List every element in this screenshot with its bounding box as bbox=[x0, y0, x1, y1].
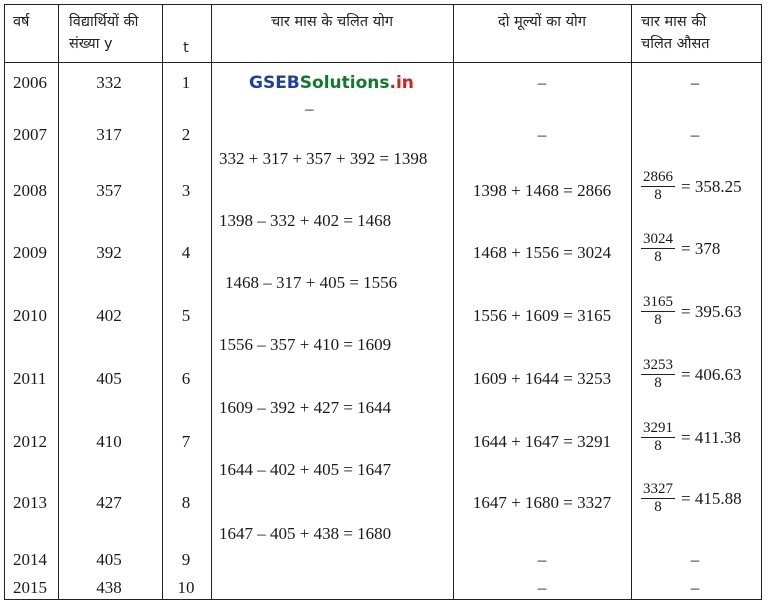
sum-two-cell: – bbox=[537, 550, 547, 569]
moving-total-cell: 1398 – 332 + 402 = 1468 bbox=[219, 211, 392, 230]
header-students-line1: विद्यार्थियों की bbox=[69, 14, 139, 30]
fraction bbox=[641, 231, 675, 266]
moving-total-cell: – bbox=[305, 99, 314, 118]
header-t: t bbox=[183, 40, 189, 56]
moving-average-value: = 358.25 bbox=[681, 176, 742, 196]
fraction bbox=[641, 420, 675, 455]
sum-two-cell: – bbox=[537, 578, 547, 597]
students-cell: 332 bbox=[96, 73, 122, 92]
fraction-numerator: 3291 bbox=[643, 420, 673, 436]
column-divider bbox=[58, 5, 59, 599]
t-cell: 7 bbox=[181, 432, 191, 451]
fraction-numerator: 3253 bbox=[643, 357, 673, 373]
t-cell: 8 bbox=[181, 493, 191, 512]
year-cell: 2009 bbox=[13, 243, 47, 262]
t-cell: 10 bbox=[177, 578, 195, 597]
moving-average-cell: – bbox=[690, 125, 700, 144]
year-cell: 2012 bbox=[13, 432, 47, 451]
moving-average-value: = 415.88 bbox=[681, 488, 742, 508]
fraction-denominator: 8 bbox=[654, 187, 662, 203]
year-cell: 2010 bbox=[13, 306, 47, 325]
fraction-denominator: 8 bbox=[654, 438, 662, 454]
moving-total-cell: 1609 – 392 + 427 = 1644 bbox=[219, 398, 392, 417]
t-cell: 5 bbox=[181, 306, 191, 325]
sum-two-cell: – bbox=[537, 73, 547, 92]
year-cell: 2014 bbox=[13, 550, 47, 569]
header-divider bbox=[5, 62, 761, 63]
header-avg-line2: चलित औसत bbox=[641, 36, 710, 52]
year-cell: 2013 bbox=[13, 493, 47, 512]
fraction-numerator: 3024 bbox=[643, 231, 673, 247]
students-cell: 402 bbox=[96, 306, 122, 325]
column-divider bbox=[162, 5, 163, 599]
moving-average-value: = 395.63 bbox=[681, 301, 742, 321]
sum-two-cell: 1398 + 1468 = 2866 bbox=[472, 181, 612, 200]
students-cell: 410 bbox=[96, 432, 122, 451]
moving-average-table bbox=[4, 4, 762, 600]
moving-average-cell: – bbox=[690, 550, 700, 569]
moving-average-cell bbox=[641, 231, 720, 266]
t-cell: 6 bbox=[181, 369, 191, 388]
t-cell: 1 bbox=[181, 73, 191, 92]
sum-two-cell: 1468 + 1556 = 3024 bbox=[472, 243, 612, 262]
moving-average-value: = 411.38 bbox=[681, 427, 741, 447]
moving-average-cell bbox=[641, 481, 742, 516]
moving-average-cell bbox=[641, 420, 741, 455]
students-cell: 405 bbox=[96, 369, 122, 388]
moving-total-cell: 1644 – 402 + 405 = 1647 bbox=[219, 460, 392, 479]
moving-average-value: = 406.63 bbox=[681, 364, 742, 384]
sum-two-cell: 1609 + 1644 = 3253 bbox=[472, 369, 612, 388]
moving-average-cell bbox=[641, 169, 742, 204]
students-cell: 405 bbox=[96, 550, 122, 569]
fraction-numerator: 3327 bbox=[643, 481, 673, 497]
fraction-denominator: 8 bbox=[654, 312, 662, 328]
moving-average-cell bbox=[641, 357, 742, 392]
t-cell: 9 bbox=[181, 550, 191, 569]
year-cell: 2015 bbox=[13, 578, 47, 597]
fraction bbox=[641, 357, 675, 392]
fraction bbox=[641, 294, 675, 329]
moving-total-cell: 1556 – 357 + 410 = 1609 bbox=[219, 335, 392, 354]
header-students-line2: संख्या y bbox=[69, 36, 113, 52]
column-divider bbox=[453, 5, 454, 599]
year-cell: 2006 bbox=[13, 73, 47, 92]
watermark-part3: .in bbox=[389, 73, 414, 93]
watermark-part1: GSEB bbox=[249, 73, 300, 93]
watermark-part2: Solutions bbox=[299, 73, 390, 93]
sum-two-cell: 1647 + 1680 = 3327 bbox=[472, 493, 612, 512]
t-cell: 2 bbox=[181, 125, 191, 144]
fraction bbox=[641, 481, 675, 516]
moving-average-value: = 378 bbox=[681, 238, 721, 258]
header-sum-two: दो मूल्यों का योग bbox=[498, 14, 586, 30]
moving-average-cell: – bbox=[690, 578, 700, 597]
sum-two-cell: 1644 + 1647 = 3291 bbox=[472, 432, 612, 451]
header-avg-line1: चार मास की bbox=[641, 14, 707, 30]
students-cell: 317 bbox=[96, 125, 122, 144]
students-cell: 357 bbox=[96, 181, 122, 200]
year-cell: 2011 bbox=[13, 369, 47, 388]
column-divider bbox=[211, 5, 212, 599]
fraction bbox=[641, 169, 675, 204]
moving-average-cell: – bbox=[690, 73, 700, 92]
t-cell: 3 bbox=[181, 181, 191, 200]
students-cell: 392 bbox=[96, 243, 122, 262]
fraction-denominator: 8 bbox=[654, 249, 662, 265]
header-moving-total: चार मास के चलित योग bbox=[270, 14, 394, 30]
moving-total-cell: 332 + 317 + 357 + 392 = 1398 bbox=[219, 149, 428, 168]
fraction-denominator: 8 bbox=[654, 375, 662, 391]
header-year: वर्ष bbox=[13, 14, 30, 30]
watermark-logo bbox=[249, 73, 414, 93]
column-divider bbox=[631, 5, 632, 599]
fraction-numerator: 2866 bbox=[643, 169, 673, 185]
sum-two-cell: – bbox=[537, 125, 547, 144]
year-cell: 2007 bbox=[13, 125, 47, 144]
moving-total-cell: 1647 – 405 + 438 = 1680 bbox=[219, 524, 392, 543]
sum-two-cell: 1556 + 1609 = 3165 bbox=[472, 306, 612, 325]
t-cell: 4 bbox=[181, 243, 191, 262]
fraction-denominator: 8 bbox=[654, 499, 662, 515]
year-cell: 2008 bbox=[13, 181, 47, 200]
fraction-numerator: 3165 bbox=[643, 294, 673, 310]
students-cell: 438 bbox=[96, 578, 122, 597]
moving-total-cell: 1468 – 317 + 405 = 1556 bbox=[225, 273, 398, 292]
moving-average-cell bbox=[641, 294, 742, 329]
students-cell: 427 bbox=[96, 493, 122, 512]
